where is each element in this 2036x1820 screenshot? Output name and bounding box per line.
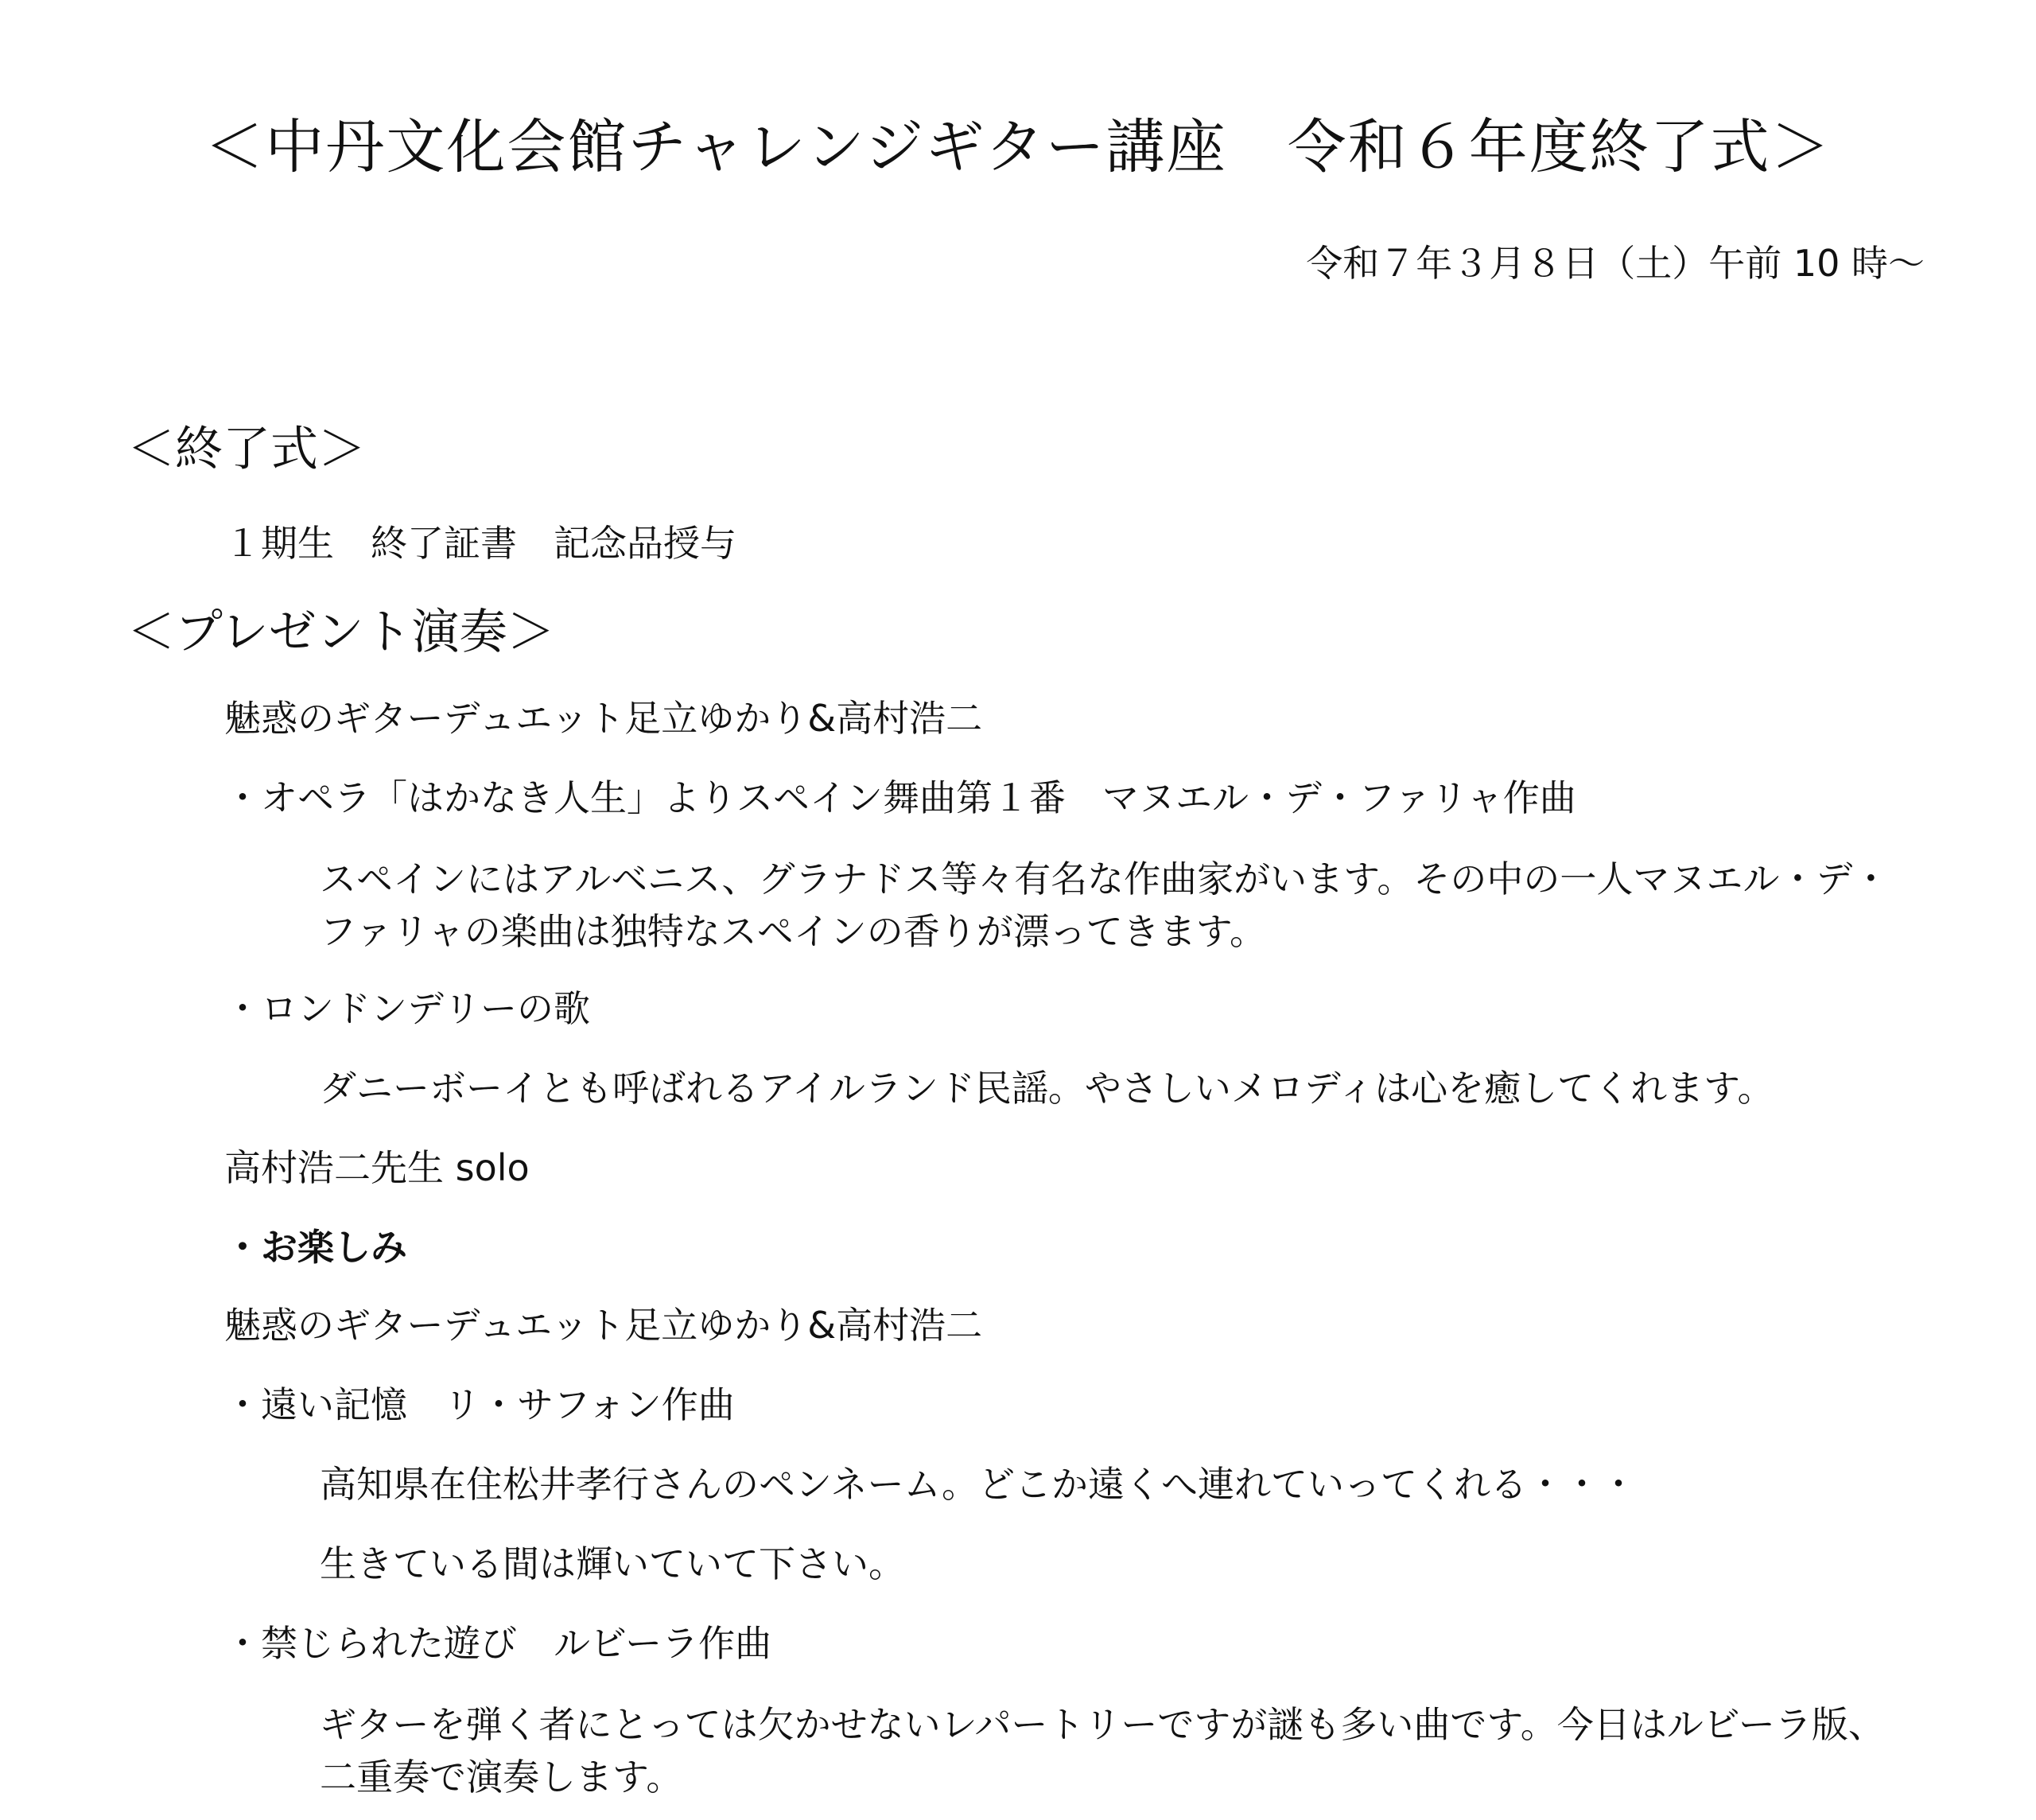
- solo-title: ・お楽しみ: [224, 1226, 407, 1269]
- song3-title: ・遠い記憶 リ・サフォン作曲: [224, 1383, 735, 1426]
- ceremony-item: １期生 終了証書 記念品授与: [224, 522, 736, 565]
- song4-description: ギターを弾く者にとっては欠かせないレパートリーですが謎も多い曲です。今日はルビーラ版、二重奏で演奏します。: [320, 1703, 1885, 1799]
- group2-performers: 魅惑のギターデュエット足立ゆかり&高村浩二: [224, 1304, 983, 1347]
- song3-description-line2: 生きている間は輝いていて下さい。: [320, 1542, 905, 1585]
- document-title: ＜中丹文化会館チャレンジギター講座 令和６年度終了式＞: [204, 113, 1832, 181]
- group1-performers: 魅惑のギターデュエット足立ゆかり&高村浩二: [224, 697, 983, 740]
- song1-description: スペインにはアルベニス、グラナドス等々有名な作曲家がいます。その中の一人マヌエル・デ・ファリャの楽曲は独特なスペインの香りが漂ってきます。: [320, 858, 1890, 953]
- song2-description: ダニーボーイとも呼ばれるアイルランド民謡。やさしいメロディは心を癒してくれます。: [320, 1067, 1774, 1110]
- song3-description-line1: 高知県在住松井孝行さんのペンネーム。どこか遠くへ連れていってくれる・・・: [320, 1463, 1637, 1506]
- song1-title: ・オペラ「はかなき人生」よりスペイン舞曲第１番 マヌエル・デ・ファリャ作曲: [224, 776, 1576, 819]
- section-heading-performance: ＜プレゼント演奏＞: [127, 605, 555, 660]
- section-heading-ceremony: ＜終了式＞: [127, 422, 366, 477]
- song2-title: ・ロンドンデリーの歌: [224, 987, 590, 1030]
- solo-performer: 高村浩二先生 solo: [224, 1146, 530, 1189]
- song4-title: ・禁じられた遊び ルビーラ作曲: [224, 1622, 772, 1665]
- event-date: 令和７年３月８日（土）午前 10 時～: [1306, 242, 1925, 285]
